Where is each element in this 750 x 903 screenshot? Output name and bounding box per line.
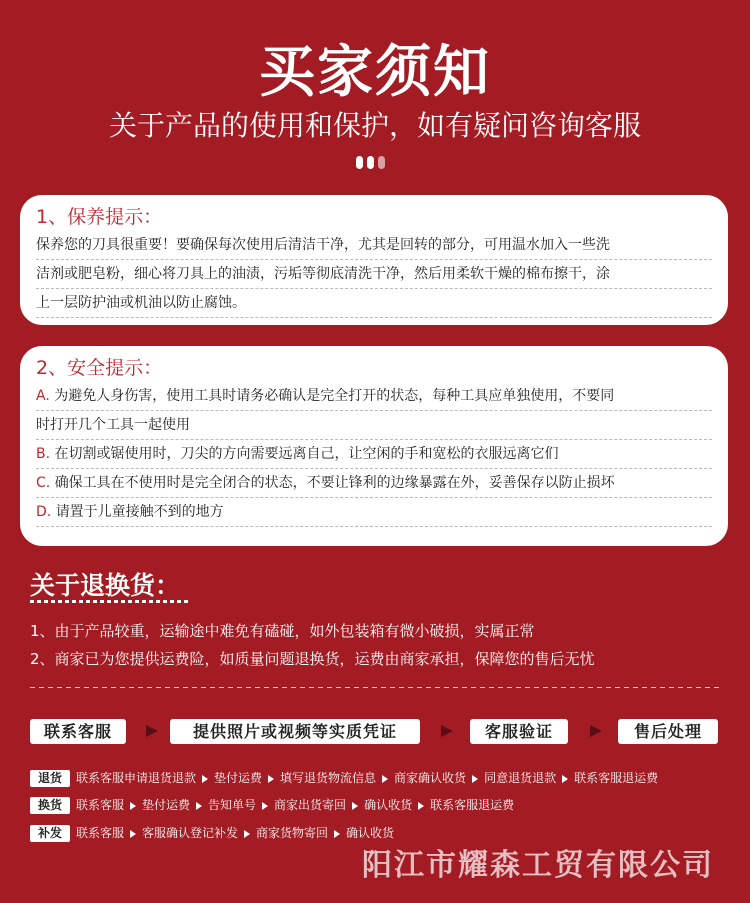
arrow-right-icon [146, 725, 158, 737]
process-step-verify: 客服验证 [470, 719, 568, 744]
triangle-right-icon [418, 802, 424, 810]
flow-step: 告知单号 [208, 798, 257, 812]
flow-step: 垫付运费 [214, 771, 263, 785]
triangle-right-icon [352, 802, 358, 810]
flow-step: 联系客服退运费 [574, 771, 659, 785]
flow-step: 联系客服申请退货退款 [76, 771, 197, 785]
safety-item [36, 440, 712, 469]
safety-letter: A. [36, 388, 50, 404]
page-subtitle: 关于产品的使用和保护，如有疑问咨询客服 [108, 109, 641, 142]
process-step-aftersale: 售后处理 [618, 719, 718, 744]
triangle-right-icon [262, 802, 268, 810]
flow-step: 联系客服退运费 [430, 798, 515, 812]
care-card [20, 195, 728, 325]
flow-step: 同意退货退款 [484, 771, 557, 785]
dot-icon [378, 156, 385, 169]
flow-steps-exchange [76, 797, 514, 814]
flow-tag-exchange: 换货 [30, 797, 70, 814]
care-heading: 1、保养提示： [36, 206, 163, 228]
triangle-right-icon [130, 830, 136, 838]
flow-step: 商家出货寄回 [274, 798, 347, 812]
returns-item: 2、商家已为您提供运费险，如质量问题退换货，运费由商家承担，保障您的售后无忧 [30, 650, 595, 668]
arrow-right-icon [441, 725, 453, 737]
flow-tag-return: 退货 [30, 770, 70, 787]
safety-letter: B. [36, 446, 51, 462]
safety-item [36, 411, 712, 440]
triangle-right-icon [334, 830, 340, 838]
safety-item [36, 469, 712, 498]
page-title: 买家须知 [259, 40, 491, 105]
safety-text: 为避免人身伤害，使用工具时请务必确认是完全打开的状态，每种工具应单独使用，不要同 [54, 388, 615, 404]
safety-text: 时打开几个工具一起使用 [36, 417, 190, 433]
flow-step: 客服确认登记补发 [142, 826, 239, 840]
flow-steps-return [76, 770, 658, 787]
triangle-right-icon [244, 830, 250, 838]
decorative-dots [356, 156, 385, 169]
flow-step: 填写退货物流信息 [280, 771, 377, 785]
care-line: 上一层防护油或机油以防止腐蚀。 [36, 289, 712, 318]
safety-card [20, 346, 728, 546]
flow-step: 商家货物寄回 [256, 826, 329, 840]
flow-step: 确认收货 [364, 798, 413, 812]
section-divider [30, 687, 720, 688]
care-line: 保养您的刀具很重要！要确保每次使用后清洁干净，尤其是回转的部分，可用温水加入一些洗 [36, 231, 712, 260]
triangle-right-icon [202, 775, 208, 783]
returns-item: 1、由于产品较重，运输途中难免有磕碰，如外包装箱有微小破损，实属正常 [30, 622, 535, 640]
safety-item [36, 498, 712, 527]
returns-heading: 关于退换货： [30, 571, 181, 600]
dot-icon [356, 156, 363, 169]
triangle-right-icon [130, 802, 136, 810]
process-step-contact: 联系客服 [30, 719, 126, 744]
flow-step: 联系客服 [76, 826, 125, 840]
company-name: 阳江市耀森工贸有限公司 [362, 848, 714, 883]
flow-step: 商家确认收货 [394, 771, 467, 785]
arrow-right-icon [590, 725, 602, 737]
triangle-right-icon [196, 802, 202, 810]
safety-item [36, 382, 712, 411]
triangle-right-icon [472, 775, 478, 783]
safety-letter: D. [36, 504, 52, 520]
flow-steps-reissue [76, 825, 394, 842]
safety-text: 确保工具在不使用时是完全闭合的状态，不要让锋利的边缘暴露在外，妥善保存以防止损坏 [54, 475, 615, 491]
flow-step: 垫付运费 [142, 798, 191, 812]
safety-text: 在切割或锯使用时，刀尖的方向需要远离自己，让空闲的手和宽松的衣服远离它们 [54, 446, 559, 462]
returns-underline [30, 600, 190, 603]
care-line: 洁剂或肥皂粉，细心将刀具上的油渍，污垢等彻底清洗干净，然后用柔软干燥的棉布擦干，涂 [36, 260, 712, 289]
triangle-right-icon [382, 775, 388, 783]
safety-text: 请置于儿童接触不到的地方 [55, 504, 224, 520]
process-step-evidence: 提供照片或视频等实质凭证 [170, 719, 420, 744]
safety-heading: 2、安全提示： [36, 357, 163, 379]
flow-step: 确认收货 [346, 826, 395, 840]
flow-step: 联系客服 [76, 798, 125, 812]
flow-tag-reissue: 补发 [30, 825, 70, 842]
triangle-right-icon [562, 775, 568, 783]
dot-icon [367, 156, 374, 169]
safety-letter: C. [36, 475, 51, 491]
triangle-right-icon [268, 775, 274, 783]
